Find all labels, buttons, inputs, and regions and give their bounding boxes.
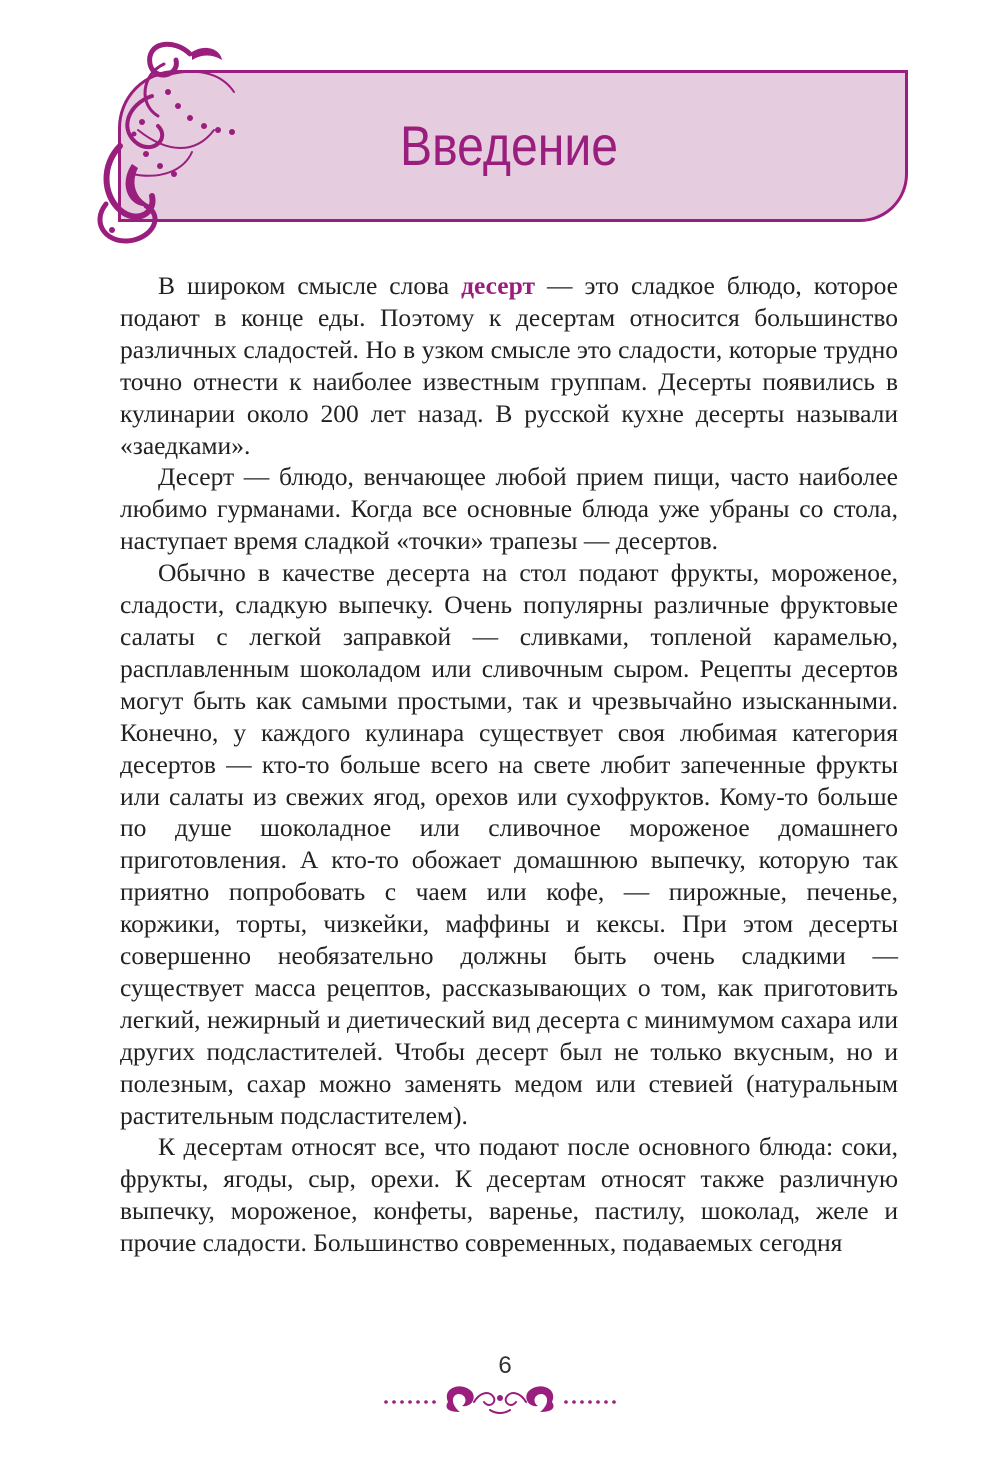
paragraph-3: Обычно в качестве десерта на стол подают фрукты, мороженое, сладости, сладкую выпечку. Очень популярны различные фруктовые салаты с легкой заправкой — сливками, топленой карамелью, расплавленным шоколадом или сливочным сыром. Рецепты десертов могут быть как самыми простыми, так и чрезвычайно изысканными. Конечно, у каждого кулинара существует своя любимая категория десертов — кто-то больше всего на свете любит запеченные фрукты или салаты из свежих ягод, орехов или сухофруктов. Кому-то больше по душе шоколадное или сливочное мороженое домашнего приготовления. А кто-то обожает домашнюю выпечку, которую так приятно попробовать с чаем или кофе, — пирожные, печенье, коржики, торты, чизкейки, маффины и кексы. При этом десерты совершенно необязательно должны быть очень сладкими — существует масса рецептов, рассказывающих о том, как приготовить легкий, нежирный и диетический вид десерта с минимумом сахара или других подсластителей. Чтобы десерт был не только вкусным, но и полезным, сахар можно заменять медом или стевией (натуральным растительным подсластителем). <box>120 558 898 1130</box>
body-text <box>120 270 898 1259</box>
paragraph-1-start: В широком смысле слова <box>158 271 462 300</box>
page-number: 6 <box>498 1352 512 1379</box>
term-highlight: десерт <box>461 271 535 300</box>
paragraph-1-rest: — это сладкое блюдо, которое подают в конце еды. Поэтому к десертам относится большинство различных сладостей. Но в узком смысле это сладости, которые трудно точно отнести к наиболее известным группам. Десерты появились в кулинарии около 200 лет назад. В русской кухне десерты называли «заедками». <box>120 271 898 460</box>
floral-corner-icon <box>72 34 262 254</box>
footer-ornament-icon <box>382 1378 618 1418</box>
page-title: Введение <box>400 114 619 177</box>
paragraph-4: К десертам относят все, что подают после основного блюда: соки, фрукты, ягоды, сыр, орехи. К десертам относят также различную выпечку, мороженое, конфеты, варенье, пастилу, шоколад, желе и прочие сладости. Большинство современных, подаваемых сегодня <box>120 1132 898 1258</box>
paragraph-2: Десерт — блюдо, венчающее любой прием пищи, часто наиболее любимо гурманами. Когда все основные блюда уже убраны со стола, наступает время сладкой «точки» трапезы — десертов. <box>120 462 898 556</box>
paragraph-1 <box>120 270 898 461</box>
